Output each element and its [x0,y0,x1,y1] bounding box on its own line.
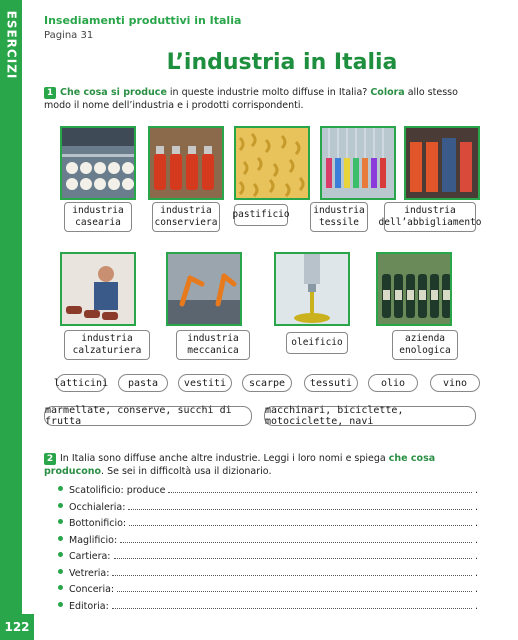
photo-dairy [60,126,136,200]
photo-clothing [404,126,480,200]
photo-shoes [60,252,136,326]
section-title: Insediamenti produttivi in Italia [44,14,242,27]
list-item[interactable]: Bottonificio: . [58,517,478,534]
label-industria-conserviera[interactable]: industria conserviera [152,202,220,232]
product-pasta[interactable]: pasta [118,374,168,392]
product-marmellate[interactable]: marmellate, conserve, succhi di frutta [44,406,252,426]
bullet-icon [58,536,63,541]
photo-canning [148,126,224,200]
photo-mechanical [166,252,242,326]
page-title: L’industria in Italia [166,50,398,75]
label-oleificio[interactable]: oleificio [286,332,348,354]
bullet-icon [58,503,63,508]
list-item[interactable]: Occhialeria: . [58,501,478,518]
product-scarpe[interactable]: scarpe [242,374,292,392]
exercise2-list [58,484,478,616]
product-latticini[interactable]: latticini [56,374,106,392]
bullet-icon [58,486,63,491]
exercise2-instruction: 2 In Italia sono diffuse anche altre industrie. Leggi i loro nomi e spiega che cosa producono. Se sei in difficoltà usa il dizionario. [44,453,436,477]
list-item[interactable]: Maglificio: . [58,534,478,551]
page-subtitle: Pagina 31 [44,30,94,41]
product-olio[interactable]: olio [368,374,418,392]
list-item[interactable]: Editoria: . [58,600,478,617]
list-item[interactable]: Cartiera: . [58,550,478,567]
label-industria-meccanica[interactable]: industria meccanica [176,330,250,360]
bullet-icon [58,602,63,607]
bullet-icon [58,519,63,524]
exercise2-number: 2 [44,453,56,465]
exercise1-instruction: 1 Che cosa si produce in queste industrie molto diffuse in Italia? Colora allo stesso modo il nome dell’industria e i prodotti corrispondenti. [44,87,458,111]
product-vestiti[interactable]: vestiti [178,374,232,392]
product-vino[interactable]: vino [430,374,480,392]
label-industria-abbigliamento[interactable]: industria dell’abbigliamento [384,202,476,232]
product-tessuti[interactable]: tessuti [304,374,358,392]
page-number: 122 [0,614,34,640]
photo-textile [320,126,396,200]
list-item[interactable]: Conceria: . [58,583,478,600]
label-industria-calzaturiera[interactable]: industria calzaturiera [64,330,150,360]
side-label: ESERCIZI [4,10,18,80]
bullet-icon [58,585,63,590]
bullet-icon [58,552,63,557]
list-item[interactable]: Vetreria: . [58,567,478,584]
photo-oil [274,252,350,326]
side-strip [0,0,22,640]
list-item[interactable]: Scatolificio: produce . [58,484,478,501]
label-azienda-enologica[interactable]: azienda enologica [392,330,458,360]
exercise1-number: 1 [44,87,56,99]
label-industria-casearia[interactable]: industria casearia [64,202,132,232]
product-macchinari[interactable]: macchinari, biciclette, motociclette, navi [264,406,476,426]
label-industria-tessile[interactable]: industria tessile [310,202,368,232]
label-pastificio[interactable]: pastificio [234,204,288,226]
photo-pasta [234,126,310,200]
photo-wine [376,252,452,326]
bullet-icon [58,569,63,574]
